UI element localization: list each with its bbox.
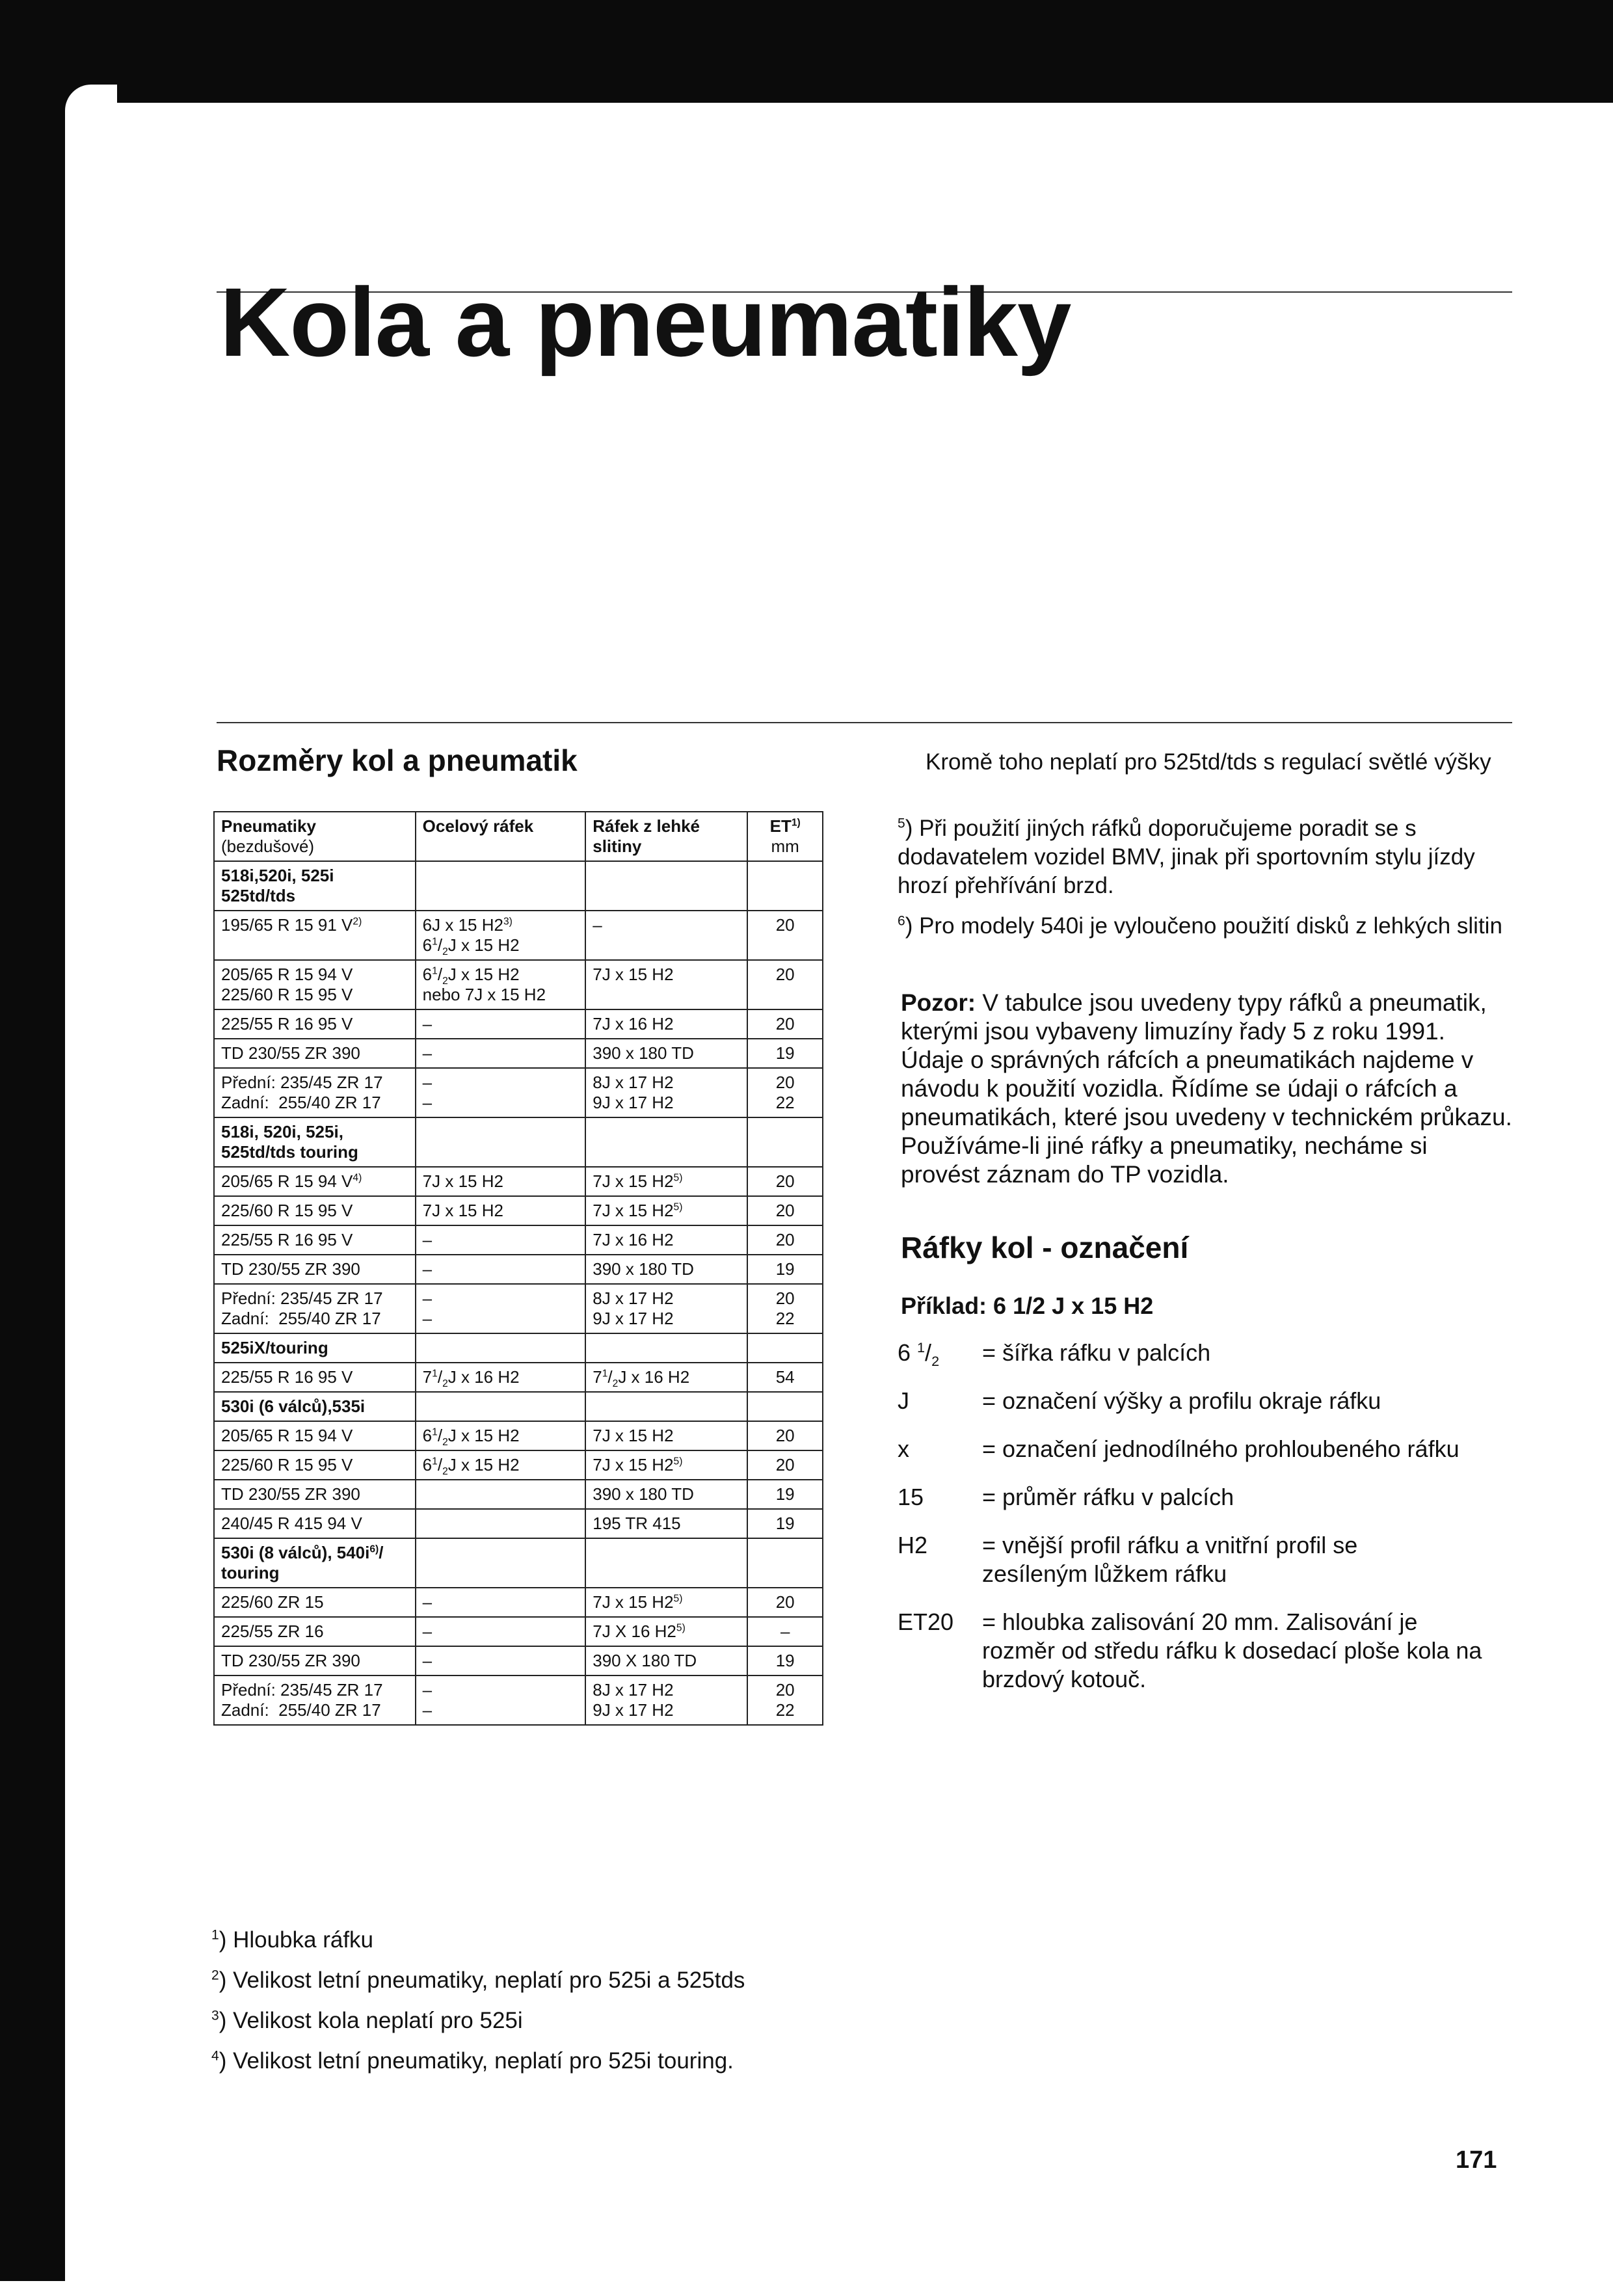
steel-rim: – <box>416 1039 586 1068</box>
et-value: 20 <box>747 1225 823 1255</box>
steel-rim: 7J x 15 H2 <box>416 1167 586 1196</box>
definition-item <box>898 1339 1496 1370</box>
alloy-rim: 7J x 15 H2$^{5)}$ <box>585 1196 747 1225</box>
note-5: $^5$) Při použití jiných ráfků doporučujeme poradit se s dodavatelem vozidel BMV, jinak při sportovním stylu jízdy hrozí přehřívání brzd. <box>898 816 1475 898</box>
et-value: 20 <box>747 1167 823 1196</box>
alloy-rim: 390 x 180 TD <box>585 1480 747 1509</box>
footnote-item: $^3$) Velikost kola neplatí pro 525i <box>211 2008 523 2033</box>
steel-rim: – <box>416 1617 586 1646</box>
tire-size: TD 230/55 ZR 390 <box>214 1255 416 1284</box>
et-value: 19 <box>747 1039 823 1068</box>
steel-rim: 7J x 15 H2 <box>416 1196 586 1225</box>
tire-size: 225/55 R 16 95 V <box>214 1009 416 1039</box>
section-rule <box>217 722 1512 723</box>
section-heading-dimensions: Rozměry kol a pneumatik <box>217 743 578 777</box>
steel-rim: – <box>416 1646 586 1675</box>
table-row <box>214 1255 823 1284</box>
definition-item <box>898 1387 1496 1415</box>
et-value: 20 <box>747 1588 823 1617</box>
table-row <box>214 1225 823 1255</box>
et-value: 20 <box>747 1009 823 1039</box>
tire-size: TD 230/55 ZR 390 <box>214 1480 416 1509</box>
steel-rim: – <box>416 1009 586 1039</box>
tire-size: 225/60 R 15 95 V <box>214 1450 416 1480</box>
header-tires: Pneumatiky (bezdušové) <box>214 812 416 861</box>
tire-size: 240/45 R 415 94 V <box>214 1509 416 1538</box>
table-group-row <box>214 861 823 911</box>
page-title: Kola a pneumatiky <box>220 267 1071 377</box>
warning-paragraph: Pozor: V tabulce jsou uvedeny typy ráfků a pneumatik, kterými jsou vybaveny limuzíny řady 5 z roku 1991. Údaje o správných ráfcích a pneumatikách najdeme v návodu k použití vozidla. Řídíme se údaji o ráfcích a pneumatikách, které jsou uvedeny v technickém průkazu. Používáme-li jiné ráfky a pneumatiky, necháme si provést záznam do TP vozidla. <box>901 989 1512 1188</box>
alloy-rim: 8J x 17 H2 9J x 17 H2 <box>585 1068 747 1117</box>
note-6: $^6$) Pro modely 540i je vyloučeno použití disků z lehkých slitin <box>898 913 1502 939</box>
table-row <box>214 1480 823 1509</box>
definition-value: = označení výšky a profilu okraje ráfku <box>982 1387 1381 1414</box>
steel-rim: – – <box>416 1675 586 1725</box>
tire-size: 205/65 R 15 94 V <box>214 1421 416 1450</box>
et-value: 20 22 <box>747 1068 823 1117</box>
tire-size: TD 230/55 ZR 390 <box>214 1646 416 1675</box>
tire-size: TD 230/55 ZR 390 <box>214 1039 416 1068</box>
steel-rim: $6^1/_2J$ x 15 H2 <box>416 1450 586 1480</box>
tire-size: 225/55 ZR 16 <box>214 1617 416 1646</box>
tire-size: 195/65 R 15 91 $V^{2)}$ <box>214 911 416 960</box>
definition-value: = šířka ráfku v palcích <box>982 1339 1211 1366</box>
group-label: 525iX/touring <box>214 1333 416 1363</box>
group-label: 530i (6 válců),535i <box>214 1392 416 1421</box>
alloy-rim: 390 x 180 TD <box>585 1039 747 1068</box>
definition-item <box>898 1483 1496 1512</box>
footnote-item: $^1$) Hloubka ráfku <box>211 1927 374 1953</box>
tire-size: Přední: 235/45 ZR 17 Zadní: 255/40 ZR 17 <box>214 1068 416 1117</box>
table-row <box>214 911 823 960</box>
steel-rim: – – <box>416 1284 586 1333</box>
rim-code-definitions <box>898 1339 1496 1713</box>
table-row <box>214 1617 823 1646</box>
table-row <box>214 1196 823 1225</box>
scan-edge-top <box>0 0 1613 103</box>
alloy-rim: 7J x 15 H2 <box>585 960 747 1009</box>
tire-size: 225/60 R 15 95 V <box>214 1196 416 1225</box>
et-value: 19 <box>747 1646 823 1675</box>
steel-rim: 6J x 15 H2$^{3)}$ $6^1/_2J$ x 15 H2 <box>416 911 586 960</box>
alloy-rim: 7J x 15 H2$^{5)}$ <box>585 1588 747 1617</box>
table-row <box>214 1363 823 1392</box>
header-et: ET$^{1)}$ mm <box>747 812 823 861</box>
alloy-rim: $7^1/_2J$ x 16 H2 <box>585 1363 747 1392</box>
definition-value: = označení jednodílného prohloubeného ráfku <box>982 1435 1460 1462</box>
et-value: 19 <box>747 1255 823 1284</box>
et-value: 19 <box>747 1509 823 1538</box>
alloy-rim: 7J x 16 H2 <box>585 1009 747 1039</box>
steel-rim: – <box>416 1588 586 1617</box>
table-row <box>214 1450 823 1480</box>
table-header-row <box>214 812 823 861</box>
alloy-rim: 390 x 180 TD <box>585 1255 747 1284</box>
alloy-rim: – <box>585 911 747 960</box>
et-value: 20 <box>747 911 823 960</box>
definition-item <box>898 1435 1496 1463</box>
alloy-rim: 8J x 17 H2 9J x 17 H2 <box>585 1675 747 1725</box>
definition-item <box>898 1608 1496 1694</box>
definition-key: ET20 <box>898 1609 954 1635</box>
group-label: 530i (8 válců), $540i^{6)}/$ touring <box>214 1538 416 1588</box>
footnote-item: $^2$) Velikost letní pneumatiky, neplatí pro 525i a 525tds <box>211 1968 745 1993</box>
tire-size: 205/65 R 15 94 $V^{4)}$ <box>214 1167 416 1196</box>
alloy-rim: 8J x 17 H2 9J x 17 H2 <box>585 1284 747 1333</box>
rims-marking-heading: Ráfky kol - označení <box>901 1231 1189 1264</box>
table-row <box>214 1588 823 1617</box>
definition-key: J <box>898 1387 909 1414</box>
et-value: 19 <box>747 1480 823 1509</box>
tire-size: Přední: 235/45 ZR 17 Zadní: 255/40 ZR 17 <box>214 1675 416 1725</box>
et-value: 20 22 <box>747 1675 823 1725</box>
table-row <box>214 1167 823 1196</box>
rims-example: Příklad: 6 1/2 J x 15 H2 <box>901 1292 1154 1319</box>
steel-rim: – <box>416 1255 586 1284</box>
header-alloy-rim: Ráfek z lehké slitiny <box>585 812 747 861</box>
alloy-rim: 195 TR 415 <box>585 1509 747 1538</box>
page-number: 171 <box>1456 2146 1497 2174</box>
table-row <box>214 1646 823 1675</box>
tire-size: 225/55 R 16 95 V <box>214 1363 416 1392</box>
et-value: 20 <box>747 960 823 1009</box>
table-row <box>214 1509 823 1538</box>
table-group-row <box>214 1333 823 1363</box>
table-group-row <box>214 1117 823 1167</box>
tire-size: 225/55 R 16 95 V <box>214 1225 416 1255</box>
steel-rim: $7^1/_2J$ x 16 H2 <box>416 1363 586 1392</box>
alloy-rim: 7J x 15 H2 <box>585 1421 747 1450</box>
alloy-rim: 7J x 15 H2$^{5)}$ <box>585 1450 747 1480</box>
alloy-rim: 390 X 180 TD <box>585 1646 747 1675</box>
alloy-rim: 7J X 16 H2$^{5)}$ <box>585 1617 747 1646</box>
definition-value: = vnější profil ráfku a vnitřní profil se zesíleným lůžkem ráfku <box>982 1532 1358 1587</box>
et-value: 20 <box>747 1421 823 1450</box>
steel-rim: – <box>416 1225 586 1255</box>
table-group-row <box>214 1392 823 1421</box>
table-row <box>214 1039 823 1068</box>
definition-key: x <box>898 1435 909 1462</box>
definition-key: H2 <box>898 1532 928 1558</box>
steel-rim: $6^1/_2J$ x 15 H2 nebo 7J x 15 H2 <box>416 960 586 1009</box>
definition-key: 15 <box>898 1484 924 1510</box>
group-label: 518i,520i, 525i 525td/tds <box>214 861 416 911</box>
tire-size: 225/60 ZR 15 <box>214 1588 416 1617</box>
et-value: 54 <box>747 1363 823 1392</box>
et-value: – <box>747 1617 823 1646</box>
tire-size: 205/65 R 15 94 V 225/60 R 15 95 V <box>214 960 416 1009</box>
table-row <box>214 1068 823 1117</box>
table-row <box>214 1284 823 1333</box>
scan-page-edge <box>65 85 117 2296</box>
steel-rim <box>416 1509 586 1538</box>
group-label: 518i, 520i, 525i, 525td/tds touring <box>214 1117 416 1167</box>
rims-tires-table <box>213 811 823 1726</box>
definition-item <box>898 1531 1496 1588</box>
tire-size: Přední: 235/45 ZR 17 Zadní: 255/40 ZR 17 <box>214 1284 416 1333</box>
steel-rim: $6^1/_2J$ x 15 H2 <box>416 1421 586 1450</box>
table-group-row <box>214 1538 823 1588</box>
steel-rim <box>416 1480 586 1509</box>
table-row <box>214 960 823 1009</box>
table-row <box>214 1009 823 1039</box>
footnote-item: $^4$) Velikost letní pneumatiky, neplatí pro 525i touring. <box>211 2048 734 2074</box>
alloy-rim: 7J x 16 H2 <box>585 1225 747 1255</box>
et-value: 20 <box>747 1450 823 1480</box>
table-row <box>214 1421 823 1450</box>
alloy-rim: 7J x 15 H2$^{5)}$ <box>585 1167 747 1196</box>
et-value: 20 <box>747 1196 823 1225</box>
definition-key: 6 $^1/_2$ <box>898 1339 940 1370</box>
definition-value: = průměr ráfku v palcích <box>982 1484 1234 1510</box>
footnotes <box>211 1920 745 2081</box>
intro-text: Kromě toho neplatí pro 525td/tds s regulací světlé výšky <box>926 749 1491 775</box>
table-row <box>214 1675 823 1725</box>
header-steel-rim: Ocelový ráfek <box>416 812 586 861</box>
et-value: 20 22 <box>747 1284 823 1333</box>
definition-value: = hloubka zalisování 20 mm. Zalisování je rozměr od středu ráfku k dosedací ploše kola na brzdový kotouč. <box>982 1609 1482 1692</box>
steel-rim: – – <box>416 1068 586 1117</box>
